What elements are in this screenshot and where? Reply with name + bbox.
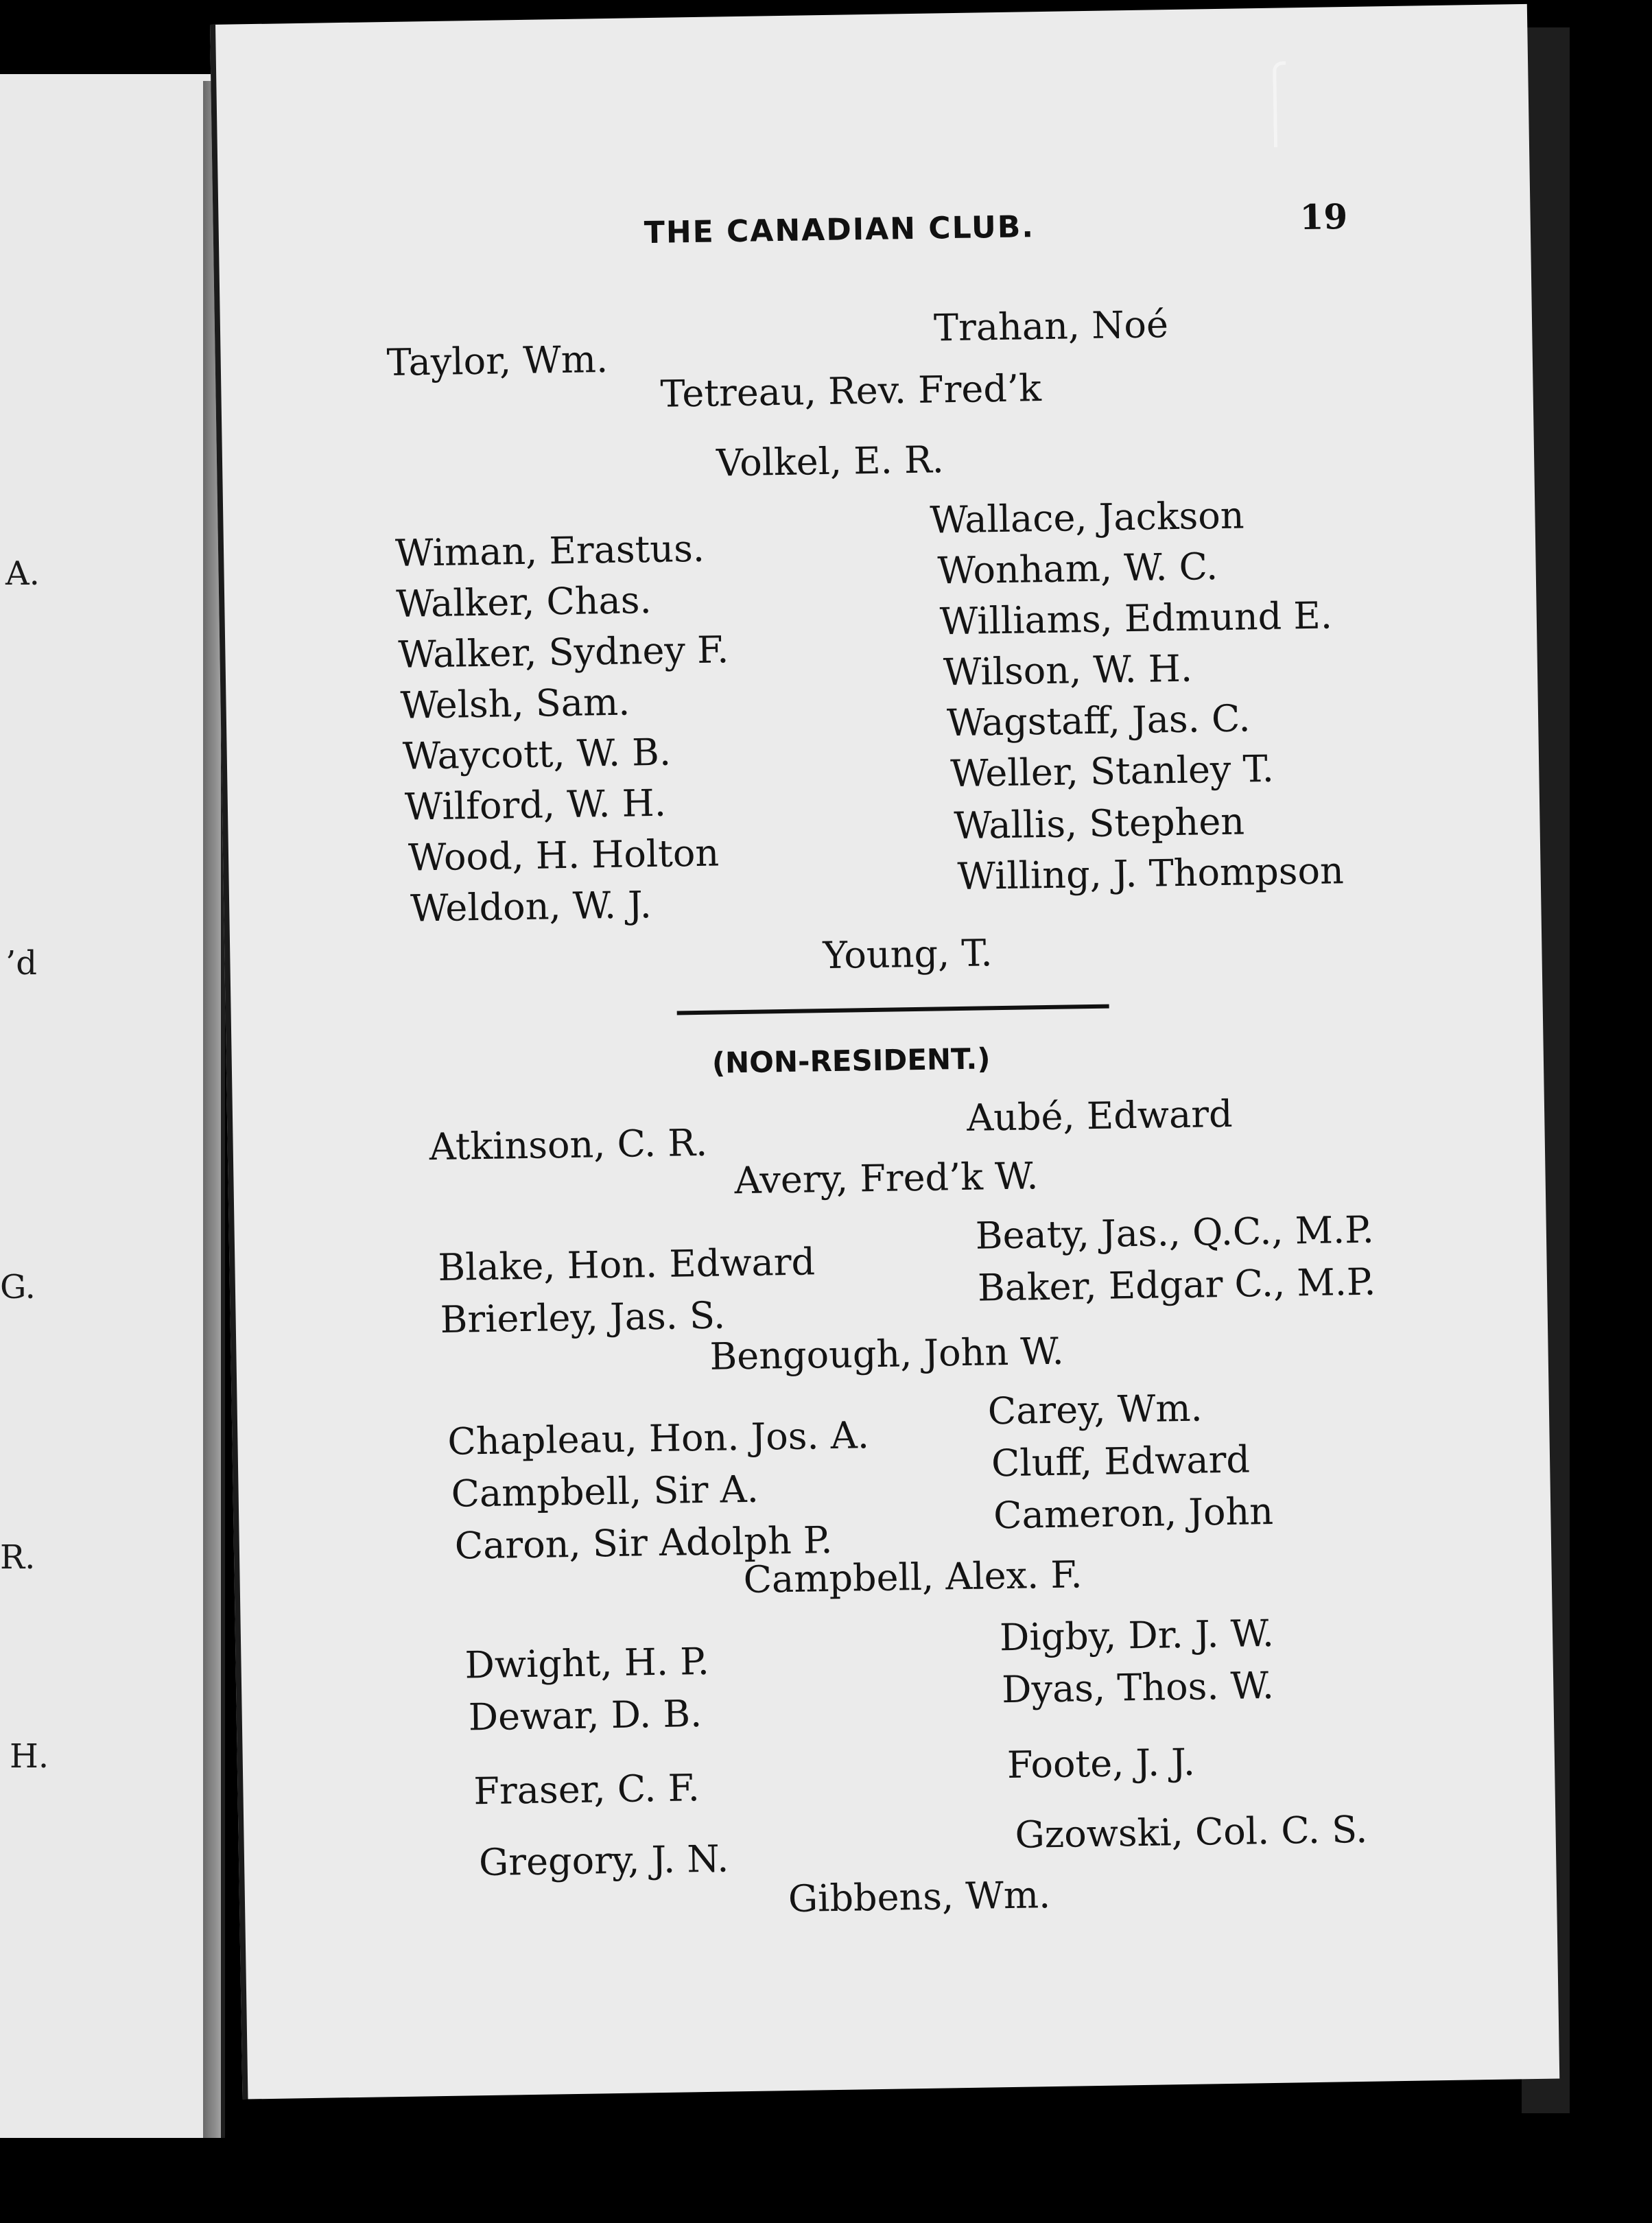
member-entry: Waycott, W. B. (402, 730, 672, 778)
member-entry: Beaty, Jas., Q.C., M.P. (975, 1208, 1375, 1258)
member-entry: Volkel, E. R. (716, 438, 945, 485)
left-page-fragment: ’d (5, 944, 37, 983)
member-entry: Baker, Edgar C., M.P. (977, 1260, 1376, 1310)
member-entry: Digby, Dr. J. W. (999, 1611, 1275, 1660)
member-entry: Fraser, C. F. (473, 1766, 700, 1813)
page-number: 19 (1299, 196, 1348, 238)
running-header: THE CANADIAN CLUB. (644, 209, 1035, 251)
member-entry: Wilford, W. H. (404, 781, 667, 829)
left-page (0, 74, 225, 2138)
member-entry: Willing, J. Thompson (957, 849, 1345, 899)
member-entry: Young, T. (822, 931, 993, 978)
member-entry: Wallace, Jackson (929, 493, 1244, 542)
member-entry: Wilson, W. H. (943, 646, 1193, 694)
member-entry: Bengough, John W. (709, 1329, 1065, 1378)
member-entry: Williams, Edmund E. (939, 593, 1333, 644)
member-entry: Taylor, Wm. (386, 337, 609, 385)
member-entry: Wonham, W. C. (937, 545, 1218, 593)
paper-mark (1273, 61, 1287, 147)
member-entry: Wood, H. Holton (408, 831, 720, 880)
left-page-fragment: H. (10, 1737, 49, 1776)
member-entry: Avery, Fred’k W. (734, 1154, 1039, 1203)
member-entry: Wallis, Stephen (953, 799, 1245, 848)
member-entry: Gibbens, Wm. (788, 1873, 1051, 1921)
member-entry: Welsh, Sam. (400, 680, 630, 727)
member-entry: Cameron, John (993, 1489, 1274, 1538)
section-heading: (NON-RESIDENT.) (711, 1042, 991, 1080)
right-page (210, 4, 1559, 2100)
member-entry: Atkinson, C. R. (429, 1120, 708, 1169)
member-entry: Walker, Chas. (395, 578, 652, 626)
member-entry: Weller, Stanley T. (949, 746, 1275, 796)
member-entry: Wiman, Erastus. (394, 526, 705, 575)
section-divider (677, 1004, 1109, 1015)
member-entry: Blake, Hon. Edward (438, 1240, 816, 1289)
member-entry: Weldon, W. J. (410, 883, 652, 930)
left-page-fragment: G. (0, 1268, 36, 1306)
member-entry: Dewar, D. B. (468, 1692, 703, 1739)
member-entry: Carey, Wm. (987, 1386, 1203, 1433)
member-entry: Foote, J. J. (1006, 1740, 1196, 1787)
member-entry: Aubé, Edward (966, 1092, 1234, 1140)
member-entry: Dyas, Thos. W. (1001, 1663, 1275, 1712)
member-entry: Brierley, Jas. S. (440, 1293, 726, 1341)
member-entry: Campbell, Sir A. (451, 1467, 759, 1516)
member-entry: Tetreau, Rev. Fred’k (660, 366, 1042, 416)
member-entry: Walker, Sydney F. (397, 628, 729, 677)
left-page-fragment: R. (0, 1538, 36, 1577)
member-entry: Gregory, J. N. (478, 1837, 729, 1885)
member-entry: Dwight, H. P. (464, 1639, 710, 1687)
left-page-fragment: A. (5, 554, 40, 593)
member-entry: Cluff, Edward (991, 1437, 1251, 1485)
member-entry: Caron, Sir Adolph P. (454, 1518, 833, 1568)
member-entry: Chapleau, Hon. Jos. A. (447, 1413, 870, 1463)
member-entry: Trahan, Noé (933, 303, 1169, 350)
member-entry: Gzowski, Col. C. S. (1015, 1807, 1368, 1857)
member-entry: Wagstaff, Jas. C. (946, 696, 1251, 745)
member-entry: Campbell, Alex. F. (743, 1553, 1083, 1602)
